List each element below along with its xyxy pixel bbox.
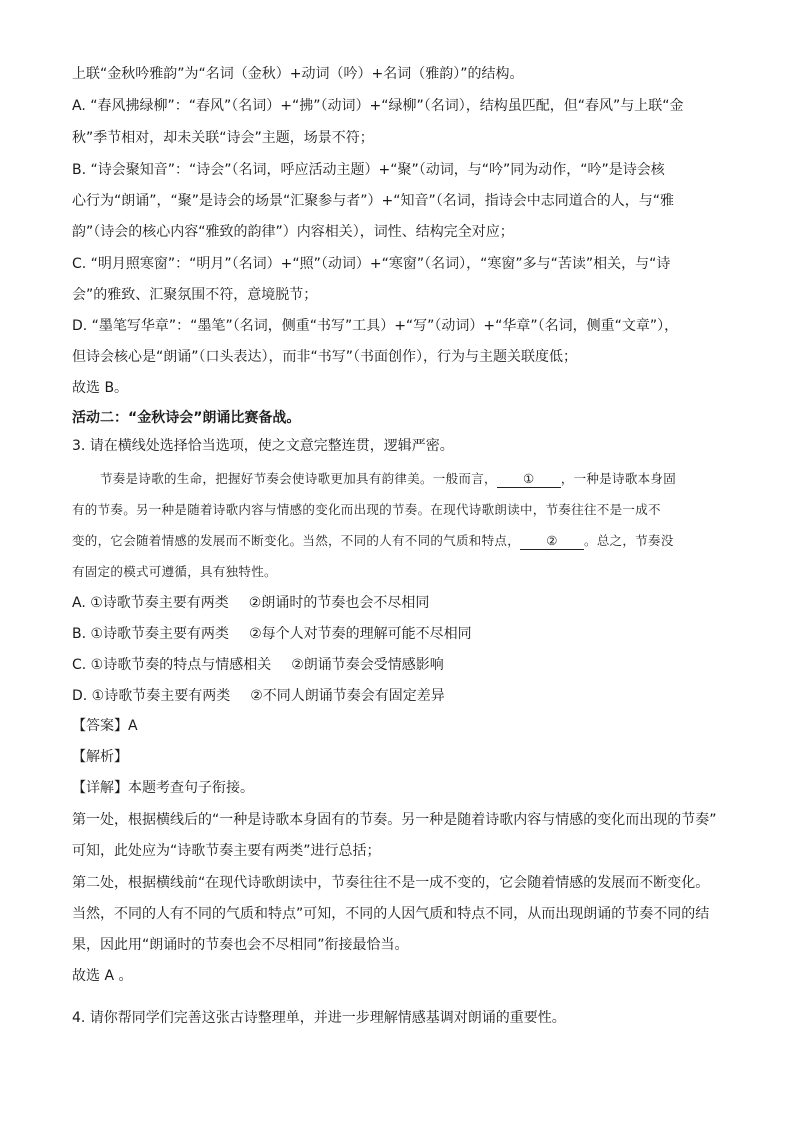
option-d-analysis-line: D. “墨笔写华章”：“墨笔”（名词，侧重“书写”工具）+“写”（动词）+“华章”（名词，侧重“文章”）， xyxy=(72,318,679,334)
passage-line: 有的节奏。另一种是随着诗歌内容与情感的变化而出现的节奏。在现代诗歌朗读中，节奏往往不是一成不 xyxy=(72,502,661,517)
option-d xyxy=(72,686,752,706)
option-c-analysis-line: C. “明月照寒窗”：“明月”（名词）+“照”（动词）+“寒窗”（名词），“寒窗”多与“苦读”相关，与“诗 xyxy=(72,256,671,272)
option-a xyxy=(72,593,752,613)
option-b-part1: B. ①诗歌节奏主要有两类 xyxy=(72,626,230,642)
explanation-line: 可知，此处应为“诗歌节奏主要有两类”进行总括； xyxy=(72,843,381,859)
option-b xyxy=(72,624,752,644)
analysis-label: 【解析】 xyxy=(72,749,128,765)
option-a-analysis-line: A. “春风拂绿柳”：“春风”（名词）+“拂”（动词）+“绿柳”（名词），结构虽匹配，但“春风”与上联“金 xyxy=(72,98,684,114)
option-d-part2: ②不同人朗诵节奏会有固定差异 xyxy=(250,688,445,704)
passage-text: 。总之，节奏没 xyxy=(584,533,674,548)
option-a-part1: A. ①诗歌节奏主要有两类 xyxy=(72,595,229,611)
option-c-part2: ②朗诵节奏会受情感影响 xyxy=(291,657,444,673)
text-line: 韵”（诗会的核心内容“雅致的韵律”）内容相关），词性、结构完全对应； xyxy=(72,224,514,240)
option-c xyxy=(72,655,752,675)
passage-text: ，一种是诗歌本身固 xyxy=(560,471,677,486)
question-4-prompt: 4. 请你帮同学们完善这张古诗整理单，并进一步理解情感基调对朗诵的重要性。 xyxy=(72,1010,566,1026)
explanation-line: 第二处，根据横线前“在现代诗歌朗读中，节奏往往不是一成不变的，它会随着情感的发展而不断变化。 xyxy=(72,875,710,891)
conclusion-line: 故选 A 。 xyxy=(72,968,133,984)
passage-text: 变的，它会随着情感的发展而不断变化。当然，不同的人有不同的气质和特点， xyxy=(72,533,521,548)
passage-line xyxy=(100,469,752,489)
option-d-part1: D. ①诗歌节奏主要有两类 xyxy=(72,688,231,704)
option-c-part1: C. ①诗歌节奏的特点与情感相关 xyxy=(72,657,272,673)
text-line: 秋”季节相对，却未关联“诗会”主题，场景不符； xyxy=(72,130,374,146)
blank-2: ② xyxy=(520,533,584,550)
passage-text: 节奏是诗歌的生命，把握好节奏会使诗歌更加具有韵律美。一般而言， xyxy=(100,471,497,486)
question-3-prompt: 3. 请在横线处选择恰当选项，使之文意完整连贯，逻辑严密。 xyxy=(72,438,454,454)
explanation-line: 当然，不同的人有不同的气质和特点”可知，不同的人因气质和特点不同，从而出现朗诵的节奏不同的结 xyxy=(72,906,710,922)
passage-line xyxy=(72,531,752,551)
passage-line: 有固定的模式可遵循，具有独特性。 xyxy=(72,564,277,579)
explanation-line: 第一处，根据横线后的“一种是诗歌本身固有的节奏。另一种是随着诗歌内容与情感的变化而出现的节奏” xyxy=(72,812,717,828)
text-line: 心行为“朗诵”，“聚”是诗会的场景“汇聚参与者”）+“知音”（名词，指诗会中志同道合的人，与“雅 xyxy=(72,193,675,209)
section-heading: 活动二：“金秋诗会”朗诵比赛备战。 xyxy=(72,410,301,426)
explanation-line: 果，因此用“朗诵时的节奏也会不尽相同”衔接最恰当。 xyxy=(72,937,409,953)
text-line: 上联“金秋吟雅韵”为“名词（金秋）+动词（吟）+名词（雅韵）”的结构。 xyxy=(72,66,524,82)
text-line: 但诗会核心是“朗诵”（口头表达），而非“书写”（书面创作），行为与主题关联度低； xyxy=(72,349,578,365)
blank-1: ① xyxy=(497,471,561,488)
option-a-part2: ②朗诵时的节奏也会不尽相同 xyxy=(248,595,430,611)
conclusion-line: 故选 B。 xyxy=(72,380,129,396)
text-line: 会”的雅致、汇聚氛围不符，意境脱节； xyxy=(72,287,318,303)
option-b-part2: ②每个人对节奏的理解可能不尽相同 xyxy=(249,626,472,642)
detail-label: 【详解】本题考查句子衔接。 xyxy=(72,780,254,796)
answer-label: 【答案】A xyxy=(72,718,138,734)
option-b-analysis-line: B. “诗会聚知音”：“诗会”（名词，呼应活动主题）+“聚”（动词，与“吟”同为动作，“吟”是诗会核 xyxy=(72,162,665,178)
